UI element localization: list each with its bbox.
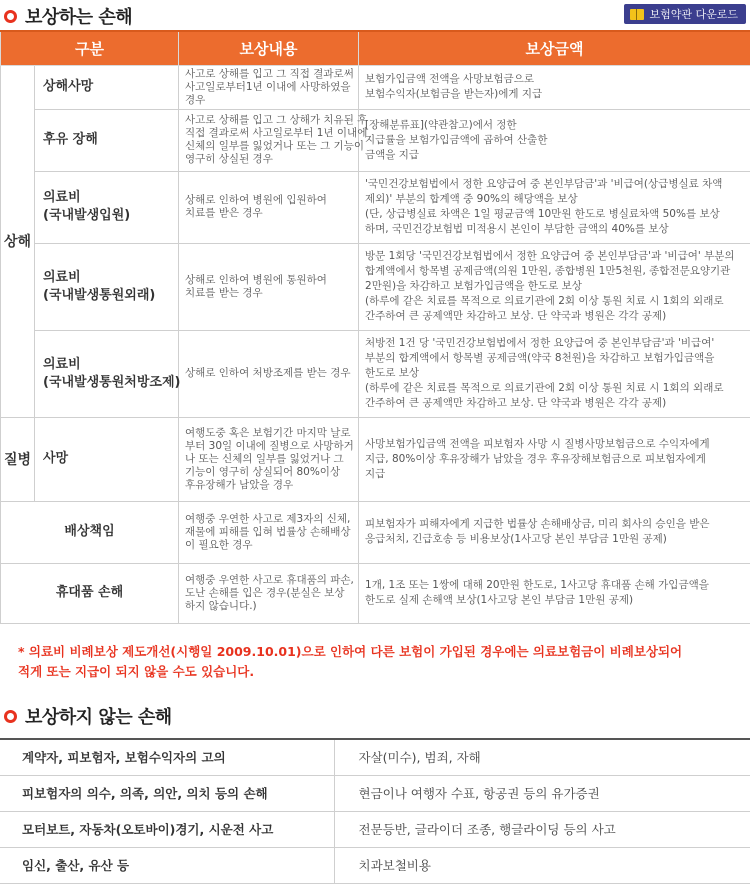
proportional-compensation-note: * 의료비 비례보상 제도개선(시행일 2009.10.01)으로 인하여 다른 보험이 가입된 경우에는 의료보험금이 비례보상되어 적게 또는 지급이 되지 않을 수도 있습니다. <box>18 644 683 679</box>
content-cell: 사고로 상해를 입고 그 상해가 치유된 후 직접 결과로써 사고일로부터 1년 이내에 신체의 일부를 잃었거나 또는 그 기능이 영구히 상실된 경우 <box>179 109 359 171</box>
exclusion-left: 피보험자의 의수, 의족, 의안, 의치 등의 손해 <box>0 775 334 811</box>
exclusion-left: 임신, 출산, 유산 등 <box>0 847 334 883</box>
category-injury: 상해 <box>1 65 35 417</box>
table-header-row <box>1 31 750 65</box>
table-row <box>1 171 750 243</box>
download-policy-button[interactable] <box>624 4 746 24</box>
table-row <box>1 501 750 563</box>
table-row <box>1 109 750 171</box>
item-label: 후유 장해 <box>35 109 179 171</box>
item-label: 의료비 (국내발생입원) <box>35 171 179 243</box>
item-label: 상해사망 <box>35 65 179 109</box>
item-label: 사망 <box>35 417 179 501</box>
amount-cell: 방문 1회당 '국민건강보험법에서 정한 요양급여 중 본인부담금'과 '비급여' 부분의 합계액에서 항목별 공제금액(의원 1만원, 종합병원 1만5천원, 종합전문요양기관 2만원)을 차감하고 보험가입금액을 한도로 보상 (하루에 같은 치료를 목적으로 의료기관에 2회 이상 통원 치료 시 1회의 외래로 간주하여 큰 공제액만 차감하고 보상. 단 약국과 병원은 각각 공제) <box>359 243 750 330</box>
content-cell: 여행도중 혹은 보험기간 마지막 날로 부터 30일 이내에 질병으로 사망하거 나 또는 신체의 일부를 잃었거나 그 기능이 영구히 상실되어 80%이상 후유장해가 남았을 경우 <box>179 417 359 501</box>
exclusion-right: 전문등반, 글라이더 조종, 행글라이딩 등의 사고 <box>334 811 750 847</box>
exclusion-left: 모터보트, 자동차(오토바이)경기, 시운전 사고 <box>0 811 334 847</box>
exclusion-right: 자살(미수), 범죄, 자해 <box>334 739 750 775</box>
section-title-text: 보상하는 손해 <box>25 7 133 28</box>
table-row <box>1 330 750 417</box>
download-button-label: 보험약관 다운로드 <box>649 8 738 21</box>
amount-cell: 처방전 1건 당 '국민건강보험법에서 정한 요양급여 중 본인부담금'과 '비급여' 부분의 합계액에서 항목별 공제금액(약국 8천원)을 차감하고 보험가입금액을 한도로 보상 (하루에 같은 치료를 목적으로 의료기관에 2회 이상 통원 치료 시 1회의 외래로 간주하여 큰 공제액만 차감하고 보상. 단 약국과 병원은 각각 공제) <box>359 330 750 417</box>
item-label: 의료비 (국내발생통원외래) <box>35 243 179 330</box>
table-row <box>1 563 750 623</box>
header-category: 구분 <box>1 31 179 65</box>
content-cell: 상해로 인하여 처방조제를 받는 경우 <box>179 330 359 417</box>
circle-bullet-icon <box>4 710 17 723</box>
circle-bullet-icon <box>4 10 17 23</box>
header-amount: 보상금액 <box>359 31 750 65</box>
category-disease: 질병 <box>1 417 35 501</box>
item-label: 의료비 (국내발생통원처방조제) <box>35 330 179 417</box>
content-cell: 사고로 상해를 입고 그 직접 결과로써 사고일로부터1년 이내에 사망하였을 경우 <box>179 65 359 109</box>
item-label: 휴대품 손해 <box>1 563 179 623</box>
section-title-text: 보상하지 않는 손해 <box>25 707 172 728</box>
amount-cell: '국민건강보험법에서 정한 요양급여 중 본인부담금'과 '비급여(상급병실료 차액 제외)' 부분의 합계액 중 90%의 해당액을 보상 (단, 상급병실료 차액은 1일 평균금액 10만원 한도로 병실료차액 50%를 보상 하며, 국민건강보험법 미적용시 본인이 부담한 금액의 40%를 보상 <box>359 171 750 243</box>
book-icon <box>630 9 644 20</box>
amount-cell: [장해분류표](약관참고)에서 정한 지급률을 보험가입금액에 곱하여 산출한 금액을 지급 <box>359 109 750 171</box>
item-label: 배상책임 <box>1 501 179 563</box>
table-row <box>1 417 750 501</box>
section-title-covered <box>4 3 132 29</box>
exclusion-right: 치과보철비용 <box>334 847 750 883</box>
table-row <box>1 65 750 109</box>
table-row <box>0 847 750 883</box>
content-cell: 상해로 인하여 병원에 통원하여 치료를 받는 경우 <box>179 243 359 330</box>
content-cell: 여행중 우연한 사고로 휴대품의 파손, 도난 손해를 입은 경우(분실은 보상 하지 않습니다.) <box>179 563 359 623</box>
content-cell: 여행중 우연한 사고로 제3자의 신체, 재물에 피해를 입혀 법률상 손해배상 이 필요한 경우 <box>179 501 359 563</box>
coverage-table <box>0 30 750 624</box>
section-title-not-covered <box>4 703 172 729</box>
table-row <box>0 811 750 847</box>
exclusion-right: 현금이나 여행자 수표, 항공권 등의 유가증권 <box>334 775 750 811</box>
table-row <box>1 243 750 330</box>
exclusion-left: 계약자, 피보험자, 보험수익자의 고의 <box>0 739 334 775</box>
header-content: 보상내용 <box>179 31 359 65</box>
table-row <box>0 739 750 775</box>
amount-cell: 보험가입금액 전액을 사망보험금으로 보험수익자(보험금을 받는자)에게 지급 <box>359 65 750 109</box>
content-cell: 상해로 인하여 병원에 입원하여 치료를 받은 경우 <box>179 171 359 243</box>
exclusions-table <box>0 738 750 884</box>
amount-cell: 피보험자가 피해자에게 지급한 법률상 손해배상금, 미리 회사의 승인을 받은 응급처치, 긴급호송 등 비용보상(1사고당 본인 부담금 1만원 공제) <box>359 501 750 563</box>
amount-cell: 사망보험가입금액 전액을 피보험자 사망 시 질병사망보험금으로 수익자에게 지급, 80%이상 후유장해가 남았을 경우 후유장해보험금으로 피보험자에게 지급 <box>359 417 750 501</box>
table-row <box>0 775 750 811</box>
amount-cell: 1개, 1조 또는 1쌍에 대해 20만원 한도로, 1사고당 휴대품 손해 가입금액을 한도로 실제 손해액 보상(1사고당 본인 부담금 1만원 공제) <box>359 563 750 623</box>
